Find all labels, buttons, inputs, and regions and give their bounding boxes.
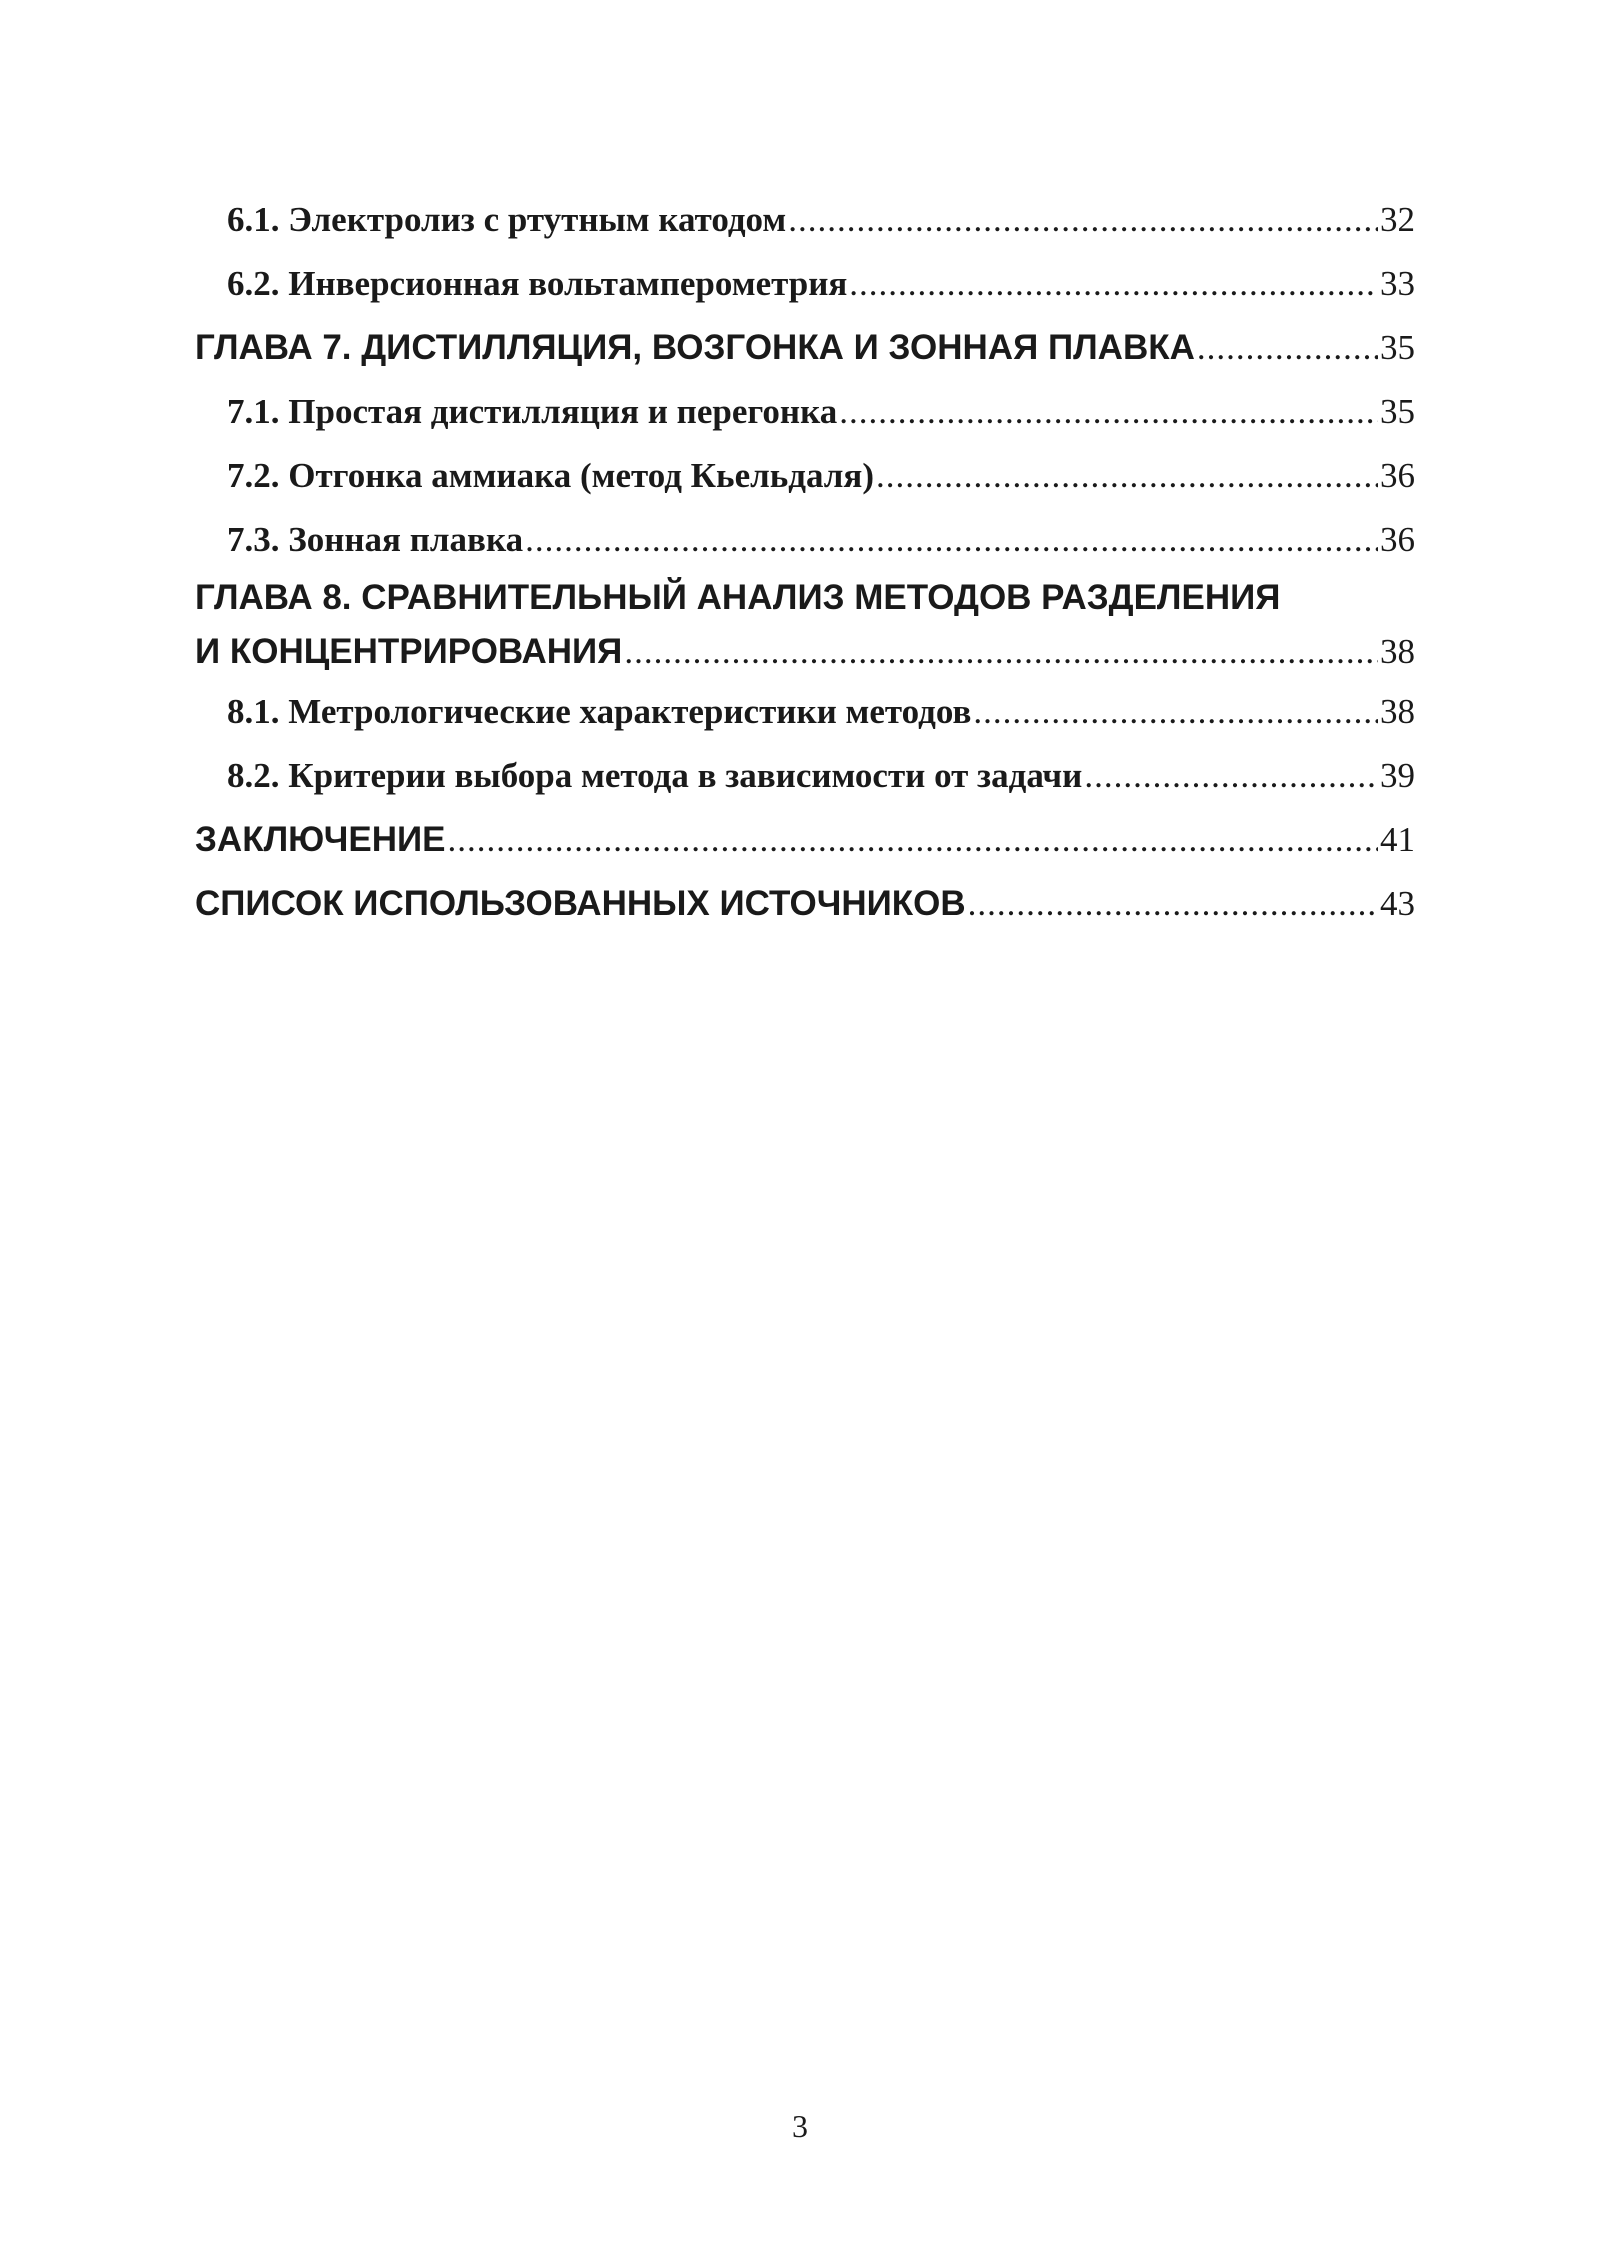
toc-entry-title: 7.2. Отгонка аммиака (метод Кьельдаля): [227, 456, 874, 495]
dot-leader: [525, 508, 1378, 572]
toc-entry-page: 35: [1380, 392, 1415, 431]
dot-leader: [447, 808, 1378, 872]
toc-entry[interactable]: [195, 744, 1415, 808]
table-of-contents: [195, 188, 1415, 936]
page-number: 3: [792, 2108, 808, 2144]
toc-entry-title: 7.3. Зонная плавка: [227, 520, 524, 559]
toc-entry-page: 36: [1380, 456, 1415, 495]
toc-entry-page: 35: [1380, 328, 1415, 367]
dot-leader: [968, 872, 1378, 936]
toc-entry-title: ЗАКЛЮЧЕНИЕ: [195, 820, 446, 859]
toc-entry-page: 43: [1380, 884, 1415, 923]
dot-leader: [973, 680, 1378, 744]
toc-entry-page: 38: [1380, 692, 1415, 731]
toc-chapter-entry[interactable]: [195, 316, 1415, 380]
toc-entry-page: 36: [1380, 520, 1415, 559]
toc-entry-continuation: [195, 624, 1415, 680]
toc-entry-title: ГЛАВА 7. ДИСТИЛЛЯЦИЯ, ВОЗГОНКА И ЗОННАЯ ПЛАВКА: [195, 328, 1195, 367]
dot-leader: [839, 380, 1378, 444]
toc-entry-page: 38: [1380, 632, 1415, 671]
toc-entry-title: 6.1. Электролиз с ртутным катодом: [227, 200, 787, 239]
toc-entry-title: 8.1. Метрологические характеристики методов: [227, 692, 972, 731]
toc-entry[interactable]: [195, 252, 1415, 316]
toc-entry[interactable]: [195, 508, 1415, 572]
toc-entry-title: 6.2. Инверсионная вольтамперометрия: [227, 264, 848, 303]
toc-entry-page: 32: [1380, 200, 1415, 239]
toc-entry-title: 7.1. Простая дистилляция и перегонка: [227, 392, 838, 431]
dot-leader: [849, 252, 1378, 316]
toc-entry-title-line2: И КОНЦЕНТРИРОВАНИЯ: [195, 632, 623, 671]
toc-entry[interactable]: [195, 444, 1415, 508]
toc-entry-title: 8.2. Критерии выбора метода в зависимости от задачи: [227, 756, 1083, 795]
toc-entry[interactable]: [195, 188, 1415, 252]
toc-entry[interactable]: [195, 680, 1415, 744]
toc-entry-title: СПИСОК ИСПОЛЬЗОВАННЫХ ИСТОЧНИКОВ: [195, 884, 966, 923]
toc-entry[interactable]: [195, 380, 1415, 444]
dot-leader: [624, 624, 1378, 680]
dot-leader: [788, 188, 1378, 252]
toc-chapter-entry[interactable]: [195, 572, 1415, 680]
toc-entry-page: 41: [1380, 820, 1415, 859]
toc-entry-page: 39: [1380, 756, 1415, 795]
dot-leader: [1197, 316, 1378, 380]
toc-entry-page: 33: [1380, 264, 1415, 303]
dot-leader: [876, 444, 1378, 508]
dot-leader: [1084, 744, 1378, 808]
toc-chapter-entry[interactable]: [195, 808, 1415, 872]
toc-chapter-entry[interactable]: [195, 872, 1415, 936]
toc-entry-title-line1: ГЛАВА 8. СРАВНИТЕЛЬНЫЙ АНАЛИЗ МЕТОДОВ РАЗДЕЛЕНИЯ: [195, 578, 1281, 617]
